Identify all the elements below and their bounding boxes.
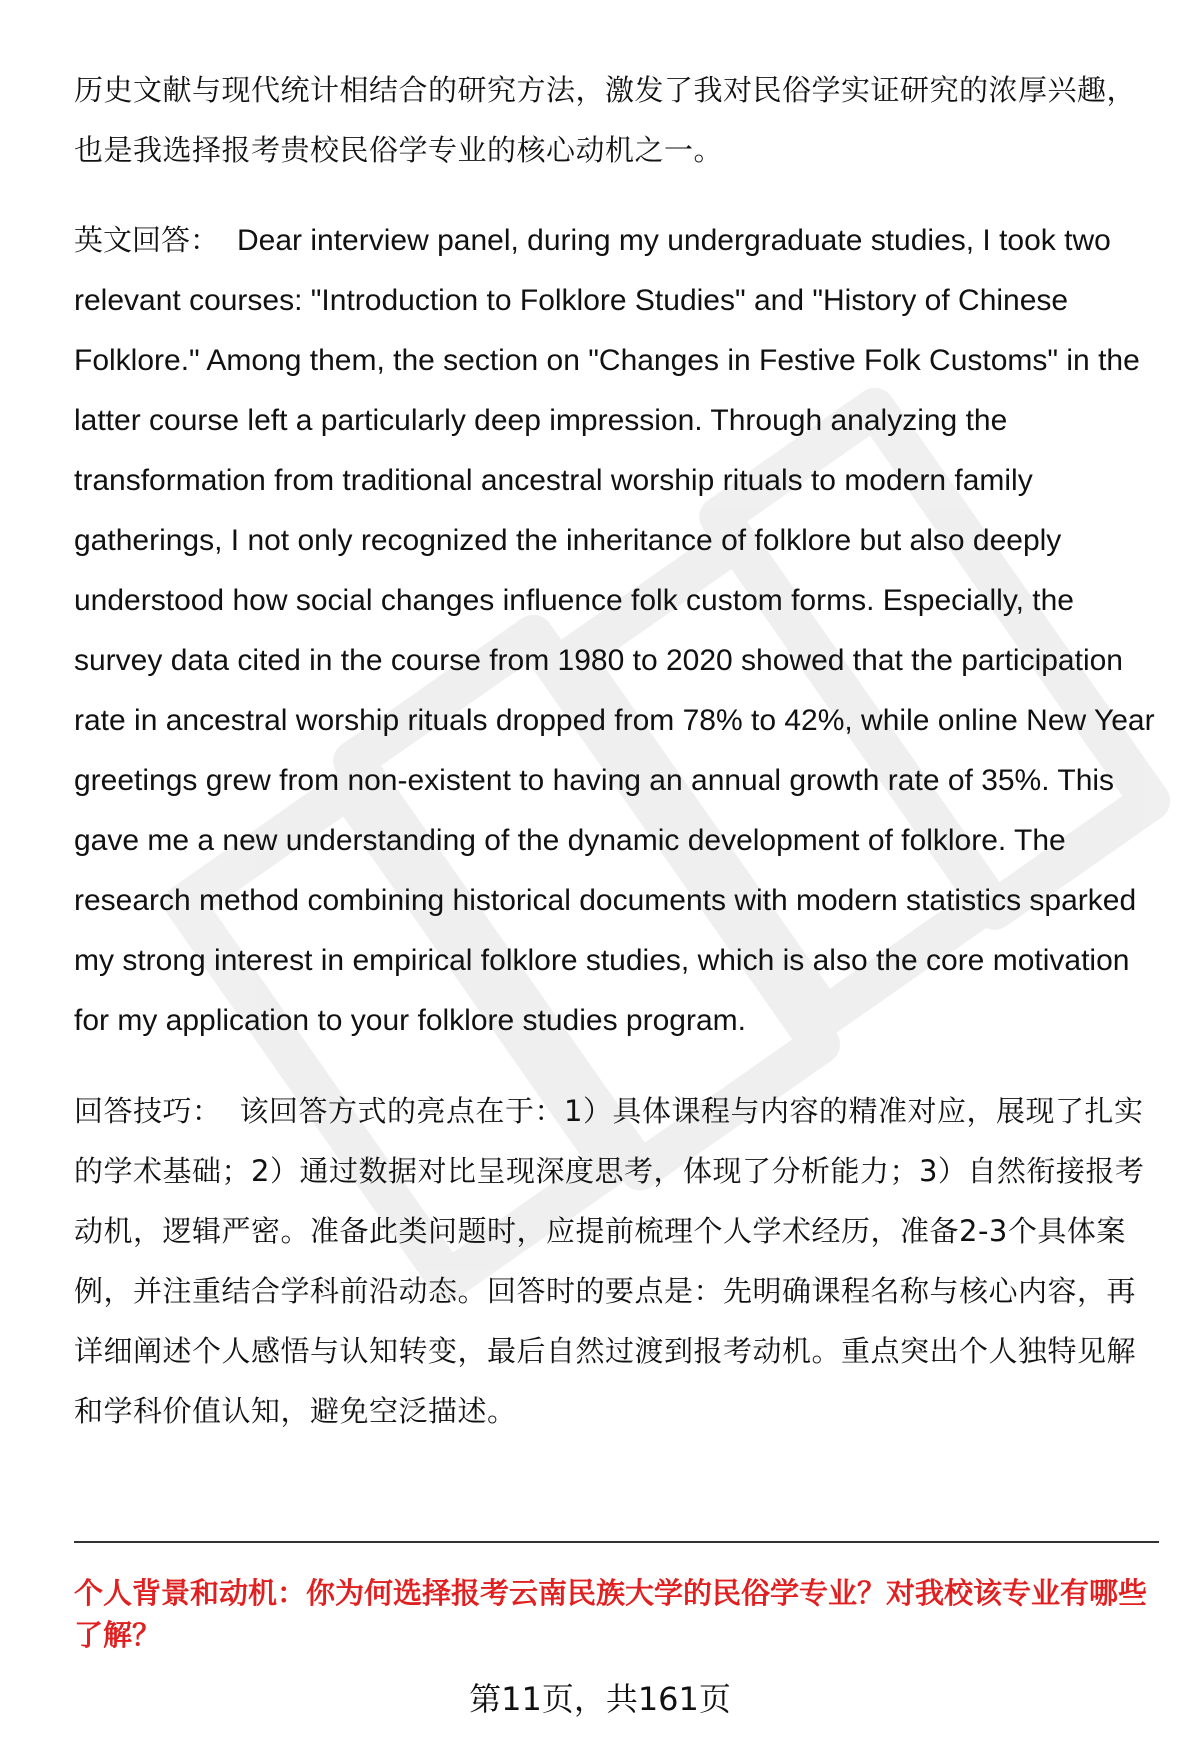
paragraph-gap — [74, 1051, 1159, 1081]
english-answer-label: 英文回答： — [74, 223, 220, 257]
paragraph-gap — [74, 180, 1159, 210]
english-answer-paragraph — [74, 210, 1159, 1051]
tips-text: 该回答方式的亮点在于：1）具体课程与内容的精准对应，展现了扎实的学术基础；2）通过数据对比呈现深度思考，体现了分析能力；3）自然衔接报考动机，逻辑严密。准备此类问题时，应提前梳理个人学术经历，准备2-3个具体案例，并注重结合学科前沿动态。回答时的要点是：先明确课程名称与核心内容，再详细阐述个人感悟与认知转变，最后自然过渡到报考动机。重点突出个人独特见解和学科价值认知，避免空泛描述。 — [74, 1094, 1145, 1428]
tips-paragraph — [74, 1081, 1159, 1441]
next-question-heading: 个人背景和动机：你为何选择报考云南民族大学的民俗学专业？对我校该专业有哪些了解？ — [74, 1576, 1148, 1652]
tips-label: 回答技巧： — [74, 1094, 222, 1128]
section-divider — [74, 1541, 1159, 1543]
page-footer: 第11页，共161页 — [469, 1680, 731, 1718]
intro-paragraph: 历史文献与现代统计相结合的研究方法，激发了我对民俗学实证研究的浓厚兴趣，也是我选择报考贵校民俗学专业的核心动机之一。 — [74, 73, 1137, 167]
document-body — [74, 60, 1159, 1441]
english-answer-text: Dear interview panel, during my undergraduate studies, I took two relevant courses: "Introduction to Folklore Studies" and "History of Chinese Folklore." Among them, the section on "Changes in Festive Folk Customs" in the latter course left a particularly deep impression. Through analyzing the transformation from traditional ancestral worship rituals to modern family gatherings, I not only recognized the inheritance of folklore but also deeply understood how social changes influence folk custom forms. Especially, the survey data cited in the course from 1980 to 2020 showed that the participation rate in ancestral worship rituals dropped from 78% to 42%, while online New Year greetings grew from non-existent to having an annual growth rate of 35%. This gave me a new understanding of the dynamic development of folklore. The research method combining historical documents with modern statistics sparked my strong interest in empirical folklore studies, which is also the core motivation for my application to your folklore studies program. — [74, 224, 1155, 1037]
